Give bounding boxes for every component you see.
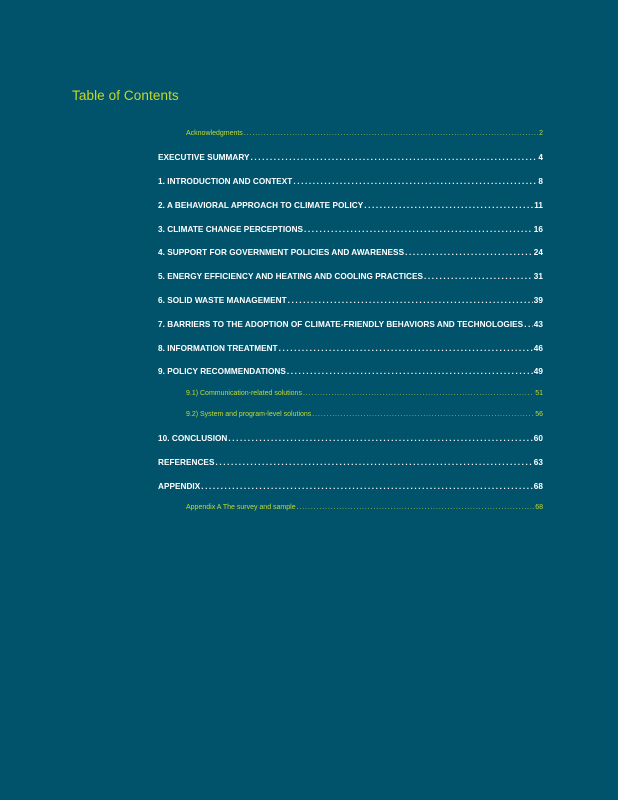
toc-entry-information-treatment[interactable] bbox=[158, 344, 543, 353]
toc-entry-communication-solutions[interactable] bbox=[186, 390, 543, 397]
toc-entry-page: 68 bbox=[533, 482, 543, 491]
toc-entry-label: 6. SOLID WASTE MANAGEMENT bbox=[158, 296, 287, 305]
toc-entry-appendix[interactable] bbox=[158, 482, 543, 491]
toc-entry-label: 9. POLICY RECOMMENDATIONS bbox=[158, 367, 286, 376]
toc-entry-page: 51 bbox=[535, 390, 543, 397]
toc-entry-label: 10. CONCLUSION bbox=[158, 434, 228, 443]
toc-entry-label: 9.2) System and program-level solutions bbox=[186, 411, 312, 418]
toc-entry-label: APPENDIX bbox=[158, 482, 201, 491]
toc-entry-label: 2. A BEHAVIORAL APPROACH TO CLIMATE POLICY bbox=[158, 201, 364, 210]
toc-entry-behavioral-approach[interactable] bbox=[158, 201, 543, 210]
toc-dot-leader bbox=[201, 482, 533, 491]
toc-entry-policy-recommendations[interactable] bbox=[158, 367, 543, 376]
toc-entry-executive-summary[interactable] bbox=[158, 153, 543, 162]
toc-entry-solid-waste[interactable] bbox=[158, 296, 543, 305]
toc-dot-leader bbox=[304, 225, 533, 234]
toc-entry-label: 7. BARRIERS TO THE ADOPTION OF CLIMATE-FRIENDLY BEHAVIORS AND TECHNOLOGIES bbox=[158, 320, 524, 329]
toc-entry-introduction[interactable] bbox=[158, 177, 543, 186]
toc-entry-label: Appendix A The survey and sample bbox=[186, 504, 296, 511]
toc-dot-leader bbox=[364, 201, 533, 210]
toc-entry-page: 2 bbox=[539, 130, 543, 137]
toc-entry-label: EXECUTIVE SUMMARY bbox=[158, 153, 250, 162]
toc-entry-label: REFERENCES bbox=[158, 458, 215, 467]
toc-entry-page: 63 bbox=[533, 458, 543, 467]
toc-entry-label: 3. CLIMATE CHANGE PERCEPTIONS bbox=[158, 225, 304, 234]
toc-entry-page: 49 bbox=[533, 367, 543, 376]
toc-entry-climate-perceptions[interactable] bbox=[158, 225, 543, 234]
toc-entry-label: 1. INTRODUCTION AND CONTEXT bbox=[158, 177, 293, 186]
toc-entry-label: 8. INFORMATION TREATMENT bbox=[158, 344, 278, 353]
toc-entry-conclusion[interactable] bbox=[158, 434, 543, 443]
toc-dot-leader bbox=[287, 367, 533, 376]
toc-entry-page: 16 bbox=[533, 225, 543, 234]
toc-entry-barriers[interactable] bbox=[158, 320, 543, 329]
toc-entry-appendix-a[interactable] bbox=[186, 504, 543, 511]
toc-entry-page: 31 bbox=[533, 272, 543, 281]
toc-entry-label: 4. SUPPORT FOR GOVERNMENT POLICIES AND AWARENESS bbox=[158, 248, 405, 257]
toc-dot-leader bbox=[215, 458, 532, 467]
toc-entry-page: 43 bbox=[533, 320, 543, 329]
toc-entry-government-policies[interactable] bbox=[158, 248, 543, 257]
toc-entry-label: Acknowledgments bbox=[186, 130, 243, 137]
toc-dot-leader bbox=[312, 411, 534, 418]
toc-title: Table of Contents bbox=[72, 88, 179, 103]
toc-entry-acknowledgments[interactable] bbox=[186, 130, 543, 137]
toc-entry-label: 5. ENERGY EFFICIENCY AND HEATING AND COOLING PRACTICES bbox=[158, 272, 424, 281]
toc-entry-page: 24 bbox=[533, 248, 543, 257]
toc-dot-leader bbox=[297, 504, 535, 511]
toc-entry-energy-efficiency[interactable] bbox=[158, 272, 543, 281]
toc-entry-page: 4 bbox=[538, 153, 543, 162]
toc-dot-leader bbox=[405, 248, 533, 257]
toc-dot-leader bbox=[244, 130, 538, 137]
toc-entry-page: 46 bbox=[533, 344, 543, 353]
toc-entry-page: 39 bbox=[533, 296, 543, 305]
toc-dot-leader bbox=[251, 153, 538, 162]
toc-dot-leader bbox=[279, 344, 533, 353]
toc-dot-leader bbox=[424, 272, 533, 281]
toc-entry-system-solutions[interactable] bbox=[186, 411, 543, 418]
toc-dot-leader bbox=[288, 296, 533, 305]
toc-dot-leader bbox=[524, 320, 533, 329]
toc-entry-label: 9.1) Communication-related solutions bbox=[186, 390, 302, 397]
toc-entry-page: 11 bbox=[534, 201, 543, 210]
toc-entry-page: 56 bbox=[535, 411, 543, 418]
toc-dot-leader bbox=[303, 390, 534, 397]
toc-entry-page: 8 bbox=[538, 177, 543, 186]
toc-dot-leader bbox=[228, 434, 532, 443]
toc-entry-page: 60 bbox=[533, 434, 543, 443]
toc-dot-leader bbox=[293, 177, 537, 186]
toc-entry-page: 68 bbox=[535, 504, 543, 511]
toc-entry-references[interactable] bbox=[158, 458, 543, 467]
